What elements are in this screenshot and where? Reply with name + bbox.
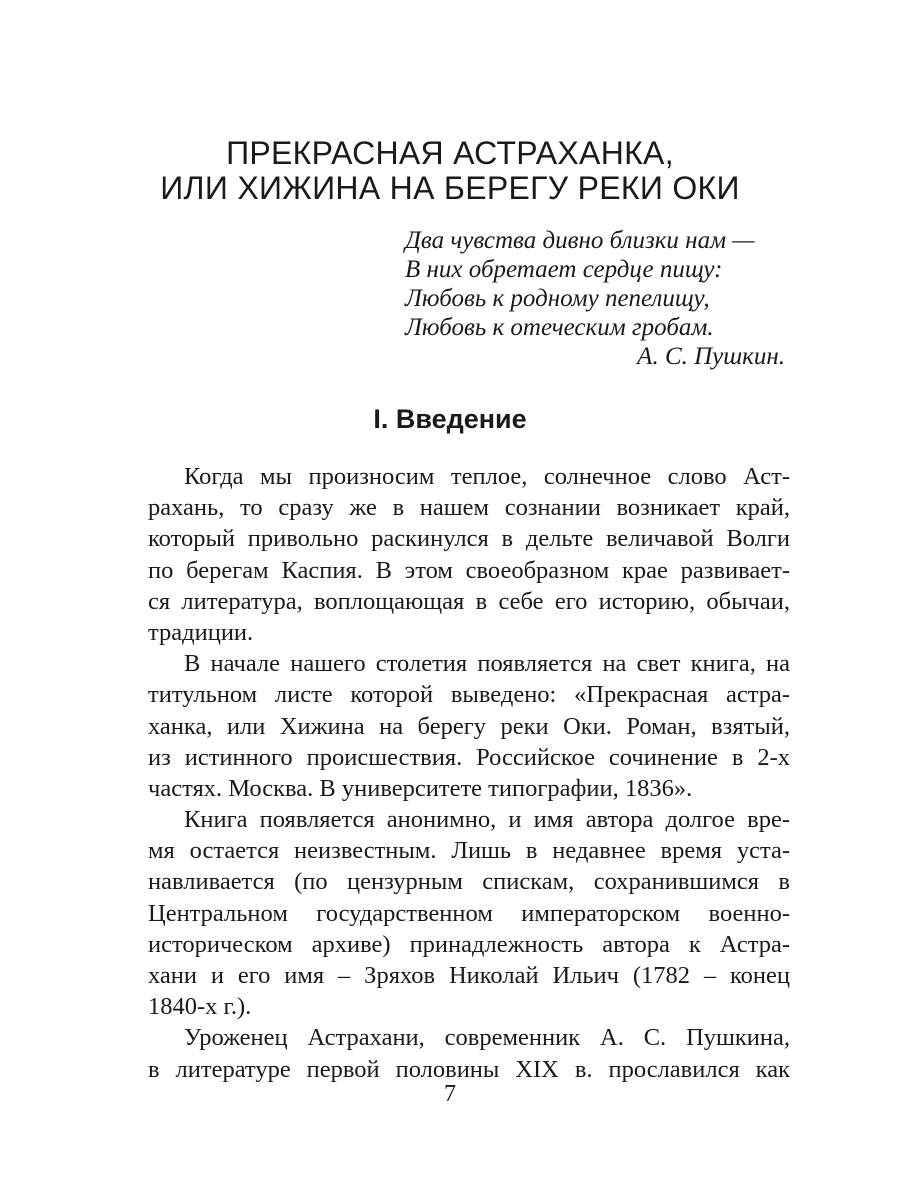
- text-line: Центральном государственном императорском военно-: [148, 899, 790, 927]
- section-heading: I. Введение: [373, 404, 527, 434]
- body-text: [148, 461, 790, 1085]
- text-line: рахань, то сразу же в нашем сознании возникает край,: [148, 494, 790, 522]
- epigraph-line: В них обретает сердце пищу:: [405, 256, 723, 283]
- text-line: традиции.: [148, 618, 254, 646]
- text-line: мя остается неизвестным. Лишь в недавнее время уста-: [148, 837, 790, 865]
- epigraph: [405, 226, 805, 371]
- text-line: историческом архиве) принадлежность автора к Астра-: [148, 930, 790, 958]
- epigraph-line: Любовь к отеческим гробам.: [405, 314, 714, 341]
- epigraph-author: А. С. Пушкин.: [637, 343, 785, 370]
- chapter-title-line-2: ИЛИ ХИЖИНА НА БЕРЕГУ РЕКИ ОКИ: [160, 170, 740, 206]
- text-line: по берегам Каспия. В этом своеобразном крае развивает-: [148, 556, 790, 584]
- epigraph-line: Любовь к родному пепелищу,: [405, 285, 710, 312]
- text-line: частях. Москва. В университете типографии, 1836».: [148, 774, 693, 802]
- page-number: 7: [444, 1081, 456, 1107]
- text-line: Книга появляется анонимно, и имя автора долгое вре-: [184, 806, 790, 834]
- text-line: из истинного происшествия. Российское сочинение в 2-х: [148, 743, 790, 771]
- text-line: который привольно раскинулся в дельте величавой Волги: [148, 525, 790, 553]
- text-line: в литературе первой половины XIX в. прославился как: [148, 1055, 790, 1083]
- text-line: ханка, или Хижина на берегу реки Оки. Роман, взятый,: [148, 712, 790, 740]
- text-line: В начале нашего столетия появляется на свет книга, на: [184, 650, 790, 678]
- text-line: Уроженец Астрахани, современник А. С. Пушкина,: [184, 1024, 790, 1052]
- chapter-title-line-1: ПРЕКРАСНАЯ АСТРАХАНКА,: [226, 135, 674, 171]
- text-line: ся литература, воплощающая в себе его историю, обычаи,: [148, 587, 790, 615]
- text-line: 1840-х г.).: [148, 993, 252, 1021]
- epigraph-line: Два чувства дивно близки нам —: [405, 227, 755, 254]
- text-line: Когда мы произносим теплое, солнечное слово Аст-: [184, 463, 790, 490]
- text-line: хани и его имя – Зряхов Николай Ильич (1782 – конец: [148, 962, 790, 989]
- text-line: навливается (по цензурным спискам, сохранившимся в: [148, 868, 790, 896]
- text-line: титульном листе которой выведено: «Прекрасная астра-: [148, 681, 790, 709]
